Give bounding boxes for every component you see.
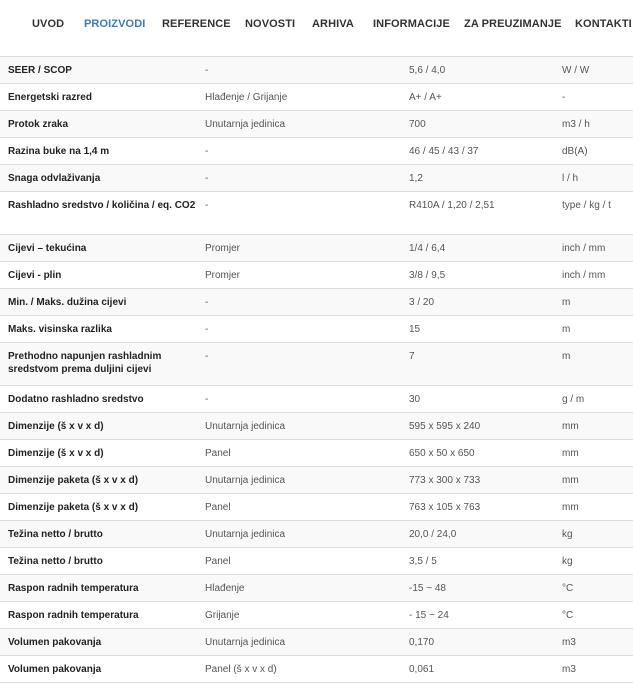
spec-condition: - xyxy=(201,192,405,235)
spec-value: 0,061 xyxy=(405,656,558,683)
spec-row xyxy=(0,138,633,165)
nav-item-arhiva[interactable]: ARHIVA xyxy=(312,18,354,30)
spec-row xyxy=(0,629,633,656)
nav-item-informacije[interactable]: INFORMACIJE xyxy=(373,18,450,30)
spec-unit: mm xyxy=(558,494,633,521)
spec-condition: - xyxy=(201,165,405,192)
spec-condition: - xyxy=(201,138,405,165)
spec-row xyxy=(0,111,633,138)
spec-name: Težina netto / brutto xyxy=(0,548,201,575)
spec-row xyxy=(0,413,633,440)
spec-value: 30 xyxy=(405,386,558,413)
spec-name: Cijevi - plin xyxy=(0,262,201,289)
spec-value: 1,2 xyxy=(405,165,558,192)
spec-row xyxy=(0,289,633,316)
spec-condition: Unutarnja jedinica xyxy=(201,467,405,494)
spec-condition: Promjer xyxy=(201,235,405,262)
spec-row xyxy=(0,316,633,343)
spec-unit: m3 / h xyxy=(558,111,633,138)
spec-unit: kg xyxy=(558,548,633,575)
spec-value: 3 / 20 xyxy=(405,289,558,316)
spec-value: R410A / 1,20 / 2,51 xyxy=(405,192,558,235)
spec-row xyxy=(0,575,633,602)
spec-value: 20,0 / 24,0 xyxy=(405,521,558,548)
spec-unit: m3 xyxy=(558,656,633,683)
spec-value: 46 / 45 / 43 / 37 xyxy=(405,138,558,165)
nav-item-proizvodi[interactable]: PROIZVODI xyxy=(84,18,146,30)
spec-value: -15 ~ 48 xyxy=(405,575,558,602)
spec-condition: Hlađenje xyxy=(201,575,405,602)
spec-name: Min. / Maks. dužina cijevi xyxy=(0,289,201,316)
spec-name: Razina buke na 1,4 m xyxy=(0,138,201,165)
spec-unit: g / m xyxy=(558,386,633,413)
spec-condition: Grijanje xyxy=(201,602,405,629)
spec-name: Dimenzije (š x v x d) xyxy=(0,413,201,440)
spec-unit: °C xyxy=(558,575,633,602)
spec-unit: - xyxy=(558,84,633,111)
spec-row xyxy=(0,386,633,413)
spec-name: Dimenzije paketa (š x v x d) xyxy=(0,494,201,521)
spec-unit: dB(A) xyxy=(558,138,633,165)
spec-unit: mm xyxy=(558,440,633,467)
spec-value: - 15 ~ 24 xyxy=(405,602,558,629)
spec-condition: Panel xyxy=(201,494,405,521)
spec-name: SEER / SCOP xyxy=(0,57,201,84)
spec-value: 3/8 / 9,5 xyxy=(405,262,558,289)
spec-name: Dimenzije paketa (š x v x d) xyxy=(0,467,201,494)
spec-condition: Panel xyxy=(201,548,405,575)
spec-name: Maks. visinska razlika xyxy=(0,316,201,343)
spec-unit: inch / mm xyxy=(558,262,633,289)
spec-value: 773 x 300 x 733 xyxy=(405,467,558,494)
spec-condition: Panel (š x v x d) xyxy=(201,656,405,683)
spec-condition: Promjer xyxy=(201,262,405,289)
spec-condition: - xyxy=(201,316,405,343)
spec-value: 7 xyxy=(405,343,558,386)
spec-name: Cijevi – tekućina xyxy=(0,235,201,262)
spec-condition: Unutarnja jedinica xyxy=(201,111,405,138)
spec-name: Energetski razred xyxy=(0,84,201,111)
spec-unit: inch / mm xyxy=(558,235,633,262)
specifications-table-body xyxy=(0,57,633,683)
spec-row xyxy=(0,343,633,386)
spec-value: 595 x 595 x 240 xyxy=(405,413,558,440)
spec-row xyxy=(0,84,633,111)
spec-value: 15 xyxy=(405,316,558,343)
nav-item-reference[interactable]: REFERENCE xyxy=(162,18,231,30)
spec-row xyxy=(0,262,633,289)
spec-unit: mm xyxy=(558,413,633,440)
spec-name: Raspon radnih temperatura xyxy=(0,575,201,602)
spec-row xyxy=(0,602,633,629)
spec-condition: Panel xyxy=(201,440,405,467)
spec-name: Volumen pakovanja xyxy=(0,629,201,656)
spec-name: Dimenzije (š x v x d) xyxy=(0,440,201,467)
specifications-table xyxy=(0,56,633,683)
spec-name: Težina netto / brutto xyxy=(0,521,201,548)
spec-unit: m3 xyxy=(558,629,633,656)
spec-condition: - xyxy=(201,57,405,84)
nav-item-novosti[interactable]: NOVOSTI xyxy=(245,18,296,30)
spec-unit: type / kg / t xyxy=(558,192,633,235)
spec-unit: W / W xyxy=(558,57,633,84)
spec-value: 0,170 xyxy=(405,629,558,656)
spec-value: 700 xyxy=(405,111,558,138)
spec-unit: m xyxy=(558,289,633,316)
spec-condition: Unutarnja jedinica xyxy=(201,521,405,548)
spec-name: Prethodno napunjen rashladnim sredstvom prema duljini cijevi xyxy=(0,343,201,386)
spec-row xyxy=(0,548,633,575)
spec-unit: l / h xyxy=(558,165,633,192)
spec-unit: °C xyxy=(558,602,633,629)
spec-row xyxy=(0,521,633,548)
spec-row xyxy=(0,656,633,683)
spec-value: 650 x 50 x 650 xyxy=(405,440,558,467)
spec-row xyxy=(0,235,633,262)
spec-row xyxy=(0,165,633,192)
spec-name: Raspon radnih temperatura xyxy=(0,602,201,629)
spec-unit: kg xyxy=(558,521,633,548)
spec-condition: Unutarnja jedinica xyxy=(201,629,405,656)
spec-condition: Unutarnja jedinica xyxy=(201,413,405,440)
spec-condition: - xyxy=(201,386,405,413)
spec-condition: Hlađenje / Grijanje xyxy=(201,84,405,111)
spec-condition: - xyxy=(201,343,405,386)
spec-row xyxy=(0,440,633,467)
spec-row xyxy=(0,57,633,84)
spec-value: 3,5 / 5 xyxy=(405,548,558,575)
nav-item-za-preuzimanje[interactable]: ZA PREUZIMANJE xyxy=(464,18,562,30)
spec-value: 763 x 105 x 763 xyxy=(405,494,558,521)
nav-item-kontakti[interactable]: KONTAKTI xyxy=(575,18,632,30)
spec-condition: - xyxy=(201,289,405,316)
spec-unit: m xyxy=(558,316,633,343)
main-navigation xyxy=(0,0,633,50)
spec-value: A+ / A+ xyxy=(405,84,558,111)
spec-unit: mm xyxy=(558,467,633,494)
spec-name: Rashladno sredstvo / količina / eq. CO2 xyxy=(0,192,201,235)
spec-value: 5,6 / 4,0 xyxy=(405,57,558,84)
spec-name: Dodatno rashladno sredstvo xyxy=(0,386,201,413)
nav-item-uvod[interactable]: UVOD xyxy=(32,18,65,30)
spec-unit: m xyxy=(558,343,633,386)
spec-row xyxy=(0,192,633,235)
spec-name: Snaga odvlaživanja xyxy=(0,165,201,192)
spec-value: 1/4 / 6,4 xyxy=(405,235,558,262)
spec-row xyxy=(0,467,633,494)
spec-name: Protok zraka xyxy=(0,111,201,138)
spec-name: Volumen pakovanja xyxy=(0,656,201,683)
spec-row xyxy=(0,494,633,521)
